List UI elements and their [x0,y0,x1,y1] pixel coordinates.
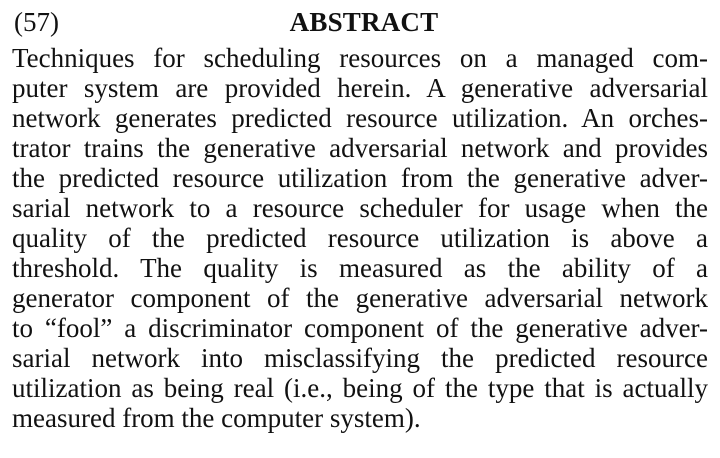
abstract-line: generator component of the generative adversarial network [12,283,708,313]
abstract-line: network generates predicted resource utilization. An orches- [12,103,708,133]
abstract-header [14,4,714,40]
abstract-body [12,43,708,433]
section-number: (57) [14,7,59,37]
abstract-line: sarial network into misclassifying the predicted resource [12,343,708,373]
section-title: ABSTRACT [289,7,439,37]
abstract-line: utilization as being real (i.e., being of the type that is actually [12,373,708,403]
abstract-line: puter system are provided herein. A generative adversarial [12,73,708,103]
abstract-line: the predicted resource utilization from the generative adver- [12,163,708,193]
abstract-line: to “fool” a discriminator component of the generative adver- [12,313,708,343]
abstract-line: sarial network to a resource scheduler for usage when the [12,193,708,223]
abstract-line: threshold. The quality is measured as the ability of a [12,253,708,283]
abstract-line: measured from the computer system). [12,403,421,433]
abstract-line: Techniques for scheduling resources on a managed com- [12,43,708,73]
abstract-line: trator trains the generative adversarial network and provides [12,133,708,163]
abstract-line: quality of the predicted resource utilization is above a [12,223,708,253]
